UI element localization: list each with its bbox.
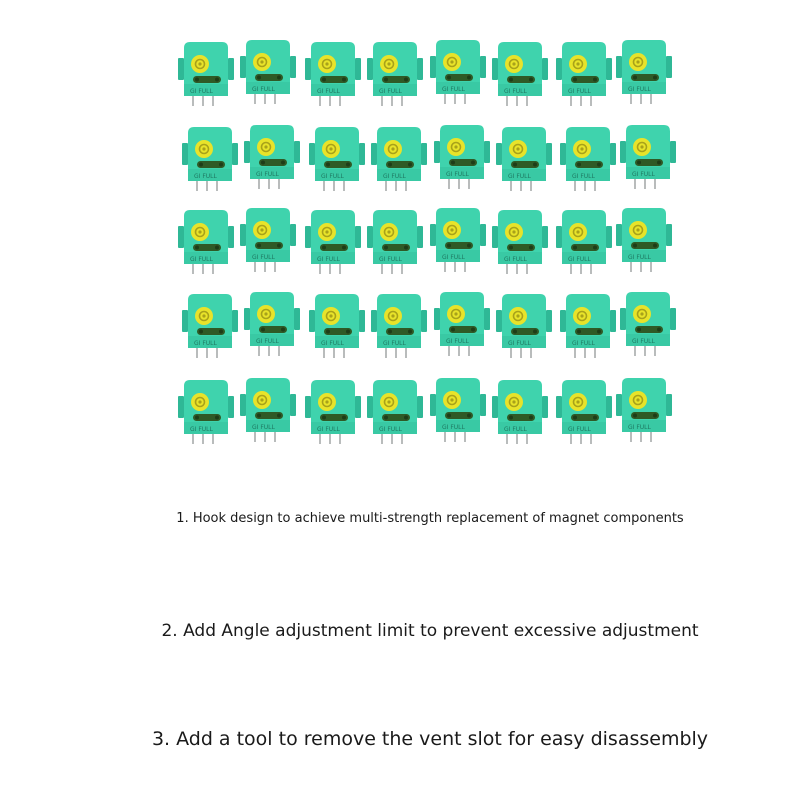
- switch-module: [305, 378, 363, 446]
- svg-text:GI FULL: GI FULL: [628, 424, 651, 431]
- switch-module: [620, 290, 678, 358]
- svg-text:GI FULL: GI FULL: [256, 338, 279, 345]
- svg-text:GI FULL: GI FULL: [379, 426, 402, 433]
- switch-module: [240, 376, 298, 444]
- svg-text:GI FULL: GI FULL: [446, 338, 469, 345]
- svg-text:GI FULL: GI FULL: [442, 254, 465, 261]
- svg-text:GI FULL: GI FULL: [317, 426, 340, 433]
- switch-module: [178, 208, 236, 276]
- switch-module: [240, 38, 298, 106]
- switch-module: [556, 378, 614, 446]
- svg-text:GI FULL: GI FULL: [442, 424, 465, 431]
- switch-module: [367, 40, 425, 108]
- switch-module: [305, 40, 363, 108]
- svg-text:GI FULL: GI FULL: [628, 86, 651, 93]
- switch-module: [616, 206, 674, 274]
- svg-text:GI FULL: GI FULL: [383, 340, 406, 347]
- svg-text:GI FULL: GI FULL: [194, 340, 217, 347]
- svg-text:GI FULL: GI FULL: [317, 88, 340, 95]
- switch-module: [367, 378, 425, 446]
- switch-module: [430, 38, 488, 106]
- svg-text:GI FULL: GI FULL: [442, 86, 465, 93]
- switch-module: [430, 206, 488, 274]
- svg-text:GI FULL: GI FULL: [632, 171, 655, 178]
- svg-text:GI FULL: GI FULL: [572, 173, 595, 180]
- svg-text:GI FULL: GI FULL: [194, 173, 217, 180]
- svg-text:GI FULL: GI FULL: [190, 426, 213, 433]
- switch-module: [367, 208, 425, 276]
- switch-module: [492, 378, 550, 446]
- svg-text:GI FULL: GI FULL: [446, 171, 469, 178]
- feature-3-text: 3. Add a tool to remove the vent slot for easy disassembly: [151, 728, 709, 750]
- switch-module: [244, 290, 302, 358]
- feature-2-text: 2. Add Angle adjustment limit to prevent excessive adjustment: [161, 621, 699, 641]
- svg-text:GI FULL: GI FULL: [190, 88, 213, 95]
- switch-module: [309, 125, 367, 193]
- svg-text:GI FULL: GI FULL: [504, 426, 527, 433]
- switch-module: [305, 208, 363, 276]
- svg-text:GI FULL: GI FULL: [628, 254, 651, 261]
- svg-text:GI FULL: GI FULL: [252, 254, 275, 261]
- svg-text:GI FULL: GI FULL: [508, 340, 531, 347]
- switch-module: [556, 40, 614, 108]
- switch-module: [616, 38, 674, 106]
- svg-text:GI FULL: GI FULL: [572, 340, 595, 347]
- switch-module: [560, 292, 618, 360]
- svg-text:GI FULL: GI FULL: [568, 256, 591, 263]
- svg-text:GI FULL: GI FULL: [256, 171, 279, 178]
- switch-module: [556, 208, 614, 276]
- switch-module: [178, 378, 236, 446]
- switch-module: [430, 376, 488, 444]
- svg-text:GI FULL: GI FULL: [504, 256, 527, 263]
- svg-text:GI FULL: GI FULL: [568, 88, 591, 95]
- svg-text:GI FULL: GI FULL: [568, 426, 591, 433]
- switch-module: [371, 125, 429, 193]
- switch-module: [244, 123, 302, 191]
- switch-module: [240, 206, 298, 274]
- switch-module: [309, 292, 367, 360]
- switch-module: [178, 40, 236, 108]
- svg-text:GI FULL: GI FULL: [252, 424, 275, 431]
- svg-text:GI FULL: GI FULL: [508, 173, 531, 180]
- svg-text:GI FULL: GI FULL: [321, 173, 344, 180]
- switch-module: [371, 292, 429, 360]
- switch-module: [492, 40, 550, 108]
- switch-module: [496, 125, 554, 193]
- svg-text:GI FULL: GI FULL: [379, 88, 402, 95]
- svg-text:GI FULL: GI FULL: [252, 86, 275, 93]
- switch-module: [560, 125, 618, 193]
- feature-1-text: 1. Hook design to achieve multi-strength replacement of magnet components: [176, 511, 684, 526]
- switch-module: [182, 125, 240, 193]
- svg-text:GI FULL: GI FULL: [504, 88, 527, 95]
- switch-module: [434, 123, 492, 191]
- svg-text:GI FULL: GI FULL: [632, 338, 655, 345]
- svg-text:GI FULL: GI FULL: [379, 256, 402, 263]
- switch-module: [496, 292, 554, 360]
- switch-module: [434, 290, 492, 358]
- switch-module: [182, 292, 240, 360]
- switch-module: [492, 208, 550, 276]
- switch-module: [616, 376, 674, 444]
- svg-text:GI FULL: GI FULL: [317, 256, 340, 263]
- svg-text:GI FULL: GI FULL: [190, 256, 213, 263]
- svg-text:GI FULL: GI FULL: [321, 340, 344, 347]
- switch-module: [620, 123, 678, 191]
- svg-text:GI FULL: GI FULL: [383, 173, 406, 180]
